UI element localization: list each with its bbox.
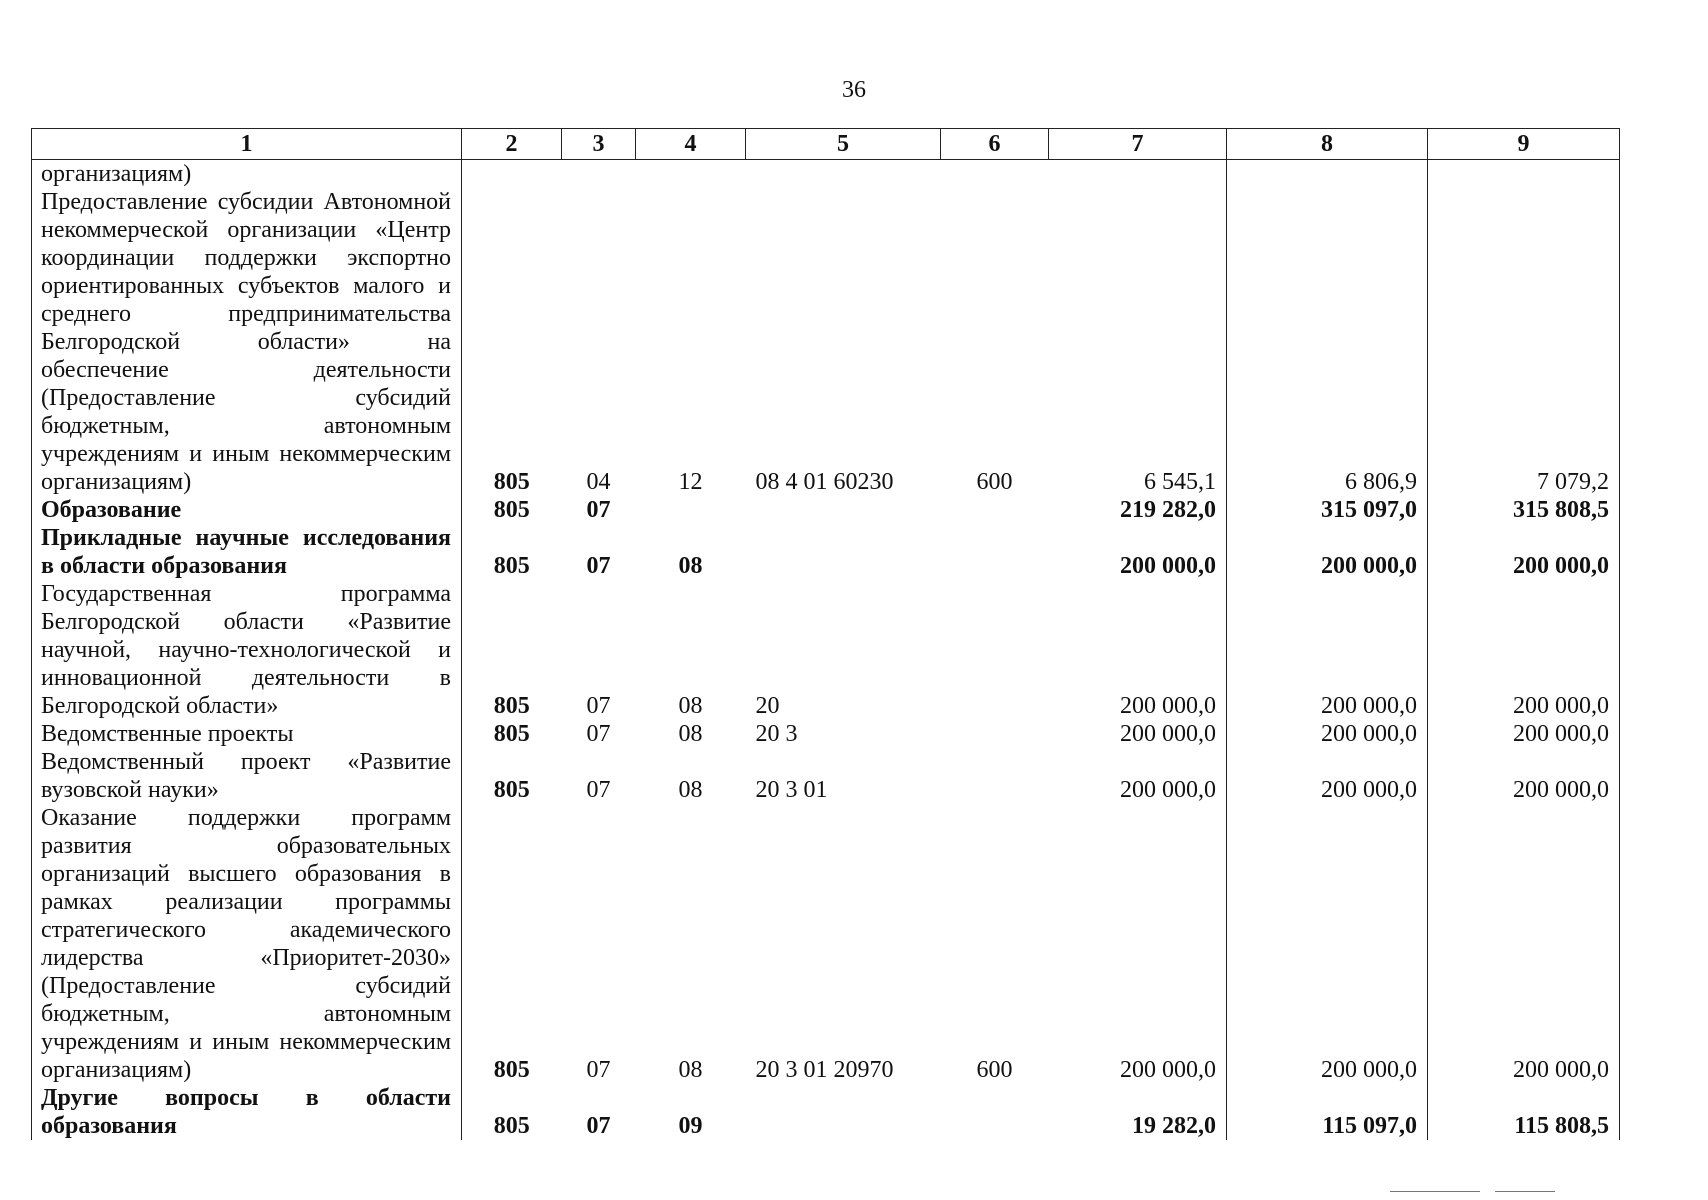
cell-c3: 07 [586,1057,611,1083]
row-description [32,524,462,580]
description-line: (Предоставление субсидий [41,385,451,411]
row-description [32,496,462,524]
cell-c2: 805 [462,524,562,580]
description-line: Прикладные научные исследования [41,525,451,551]
description-line: рамках реализации программы [41,889,451,915]
table-row [32,524,1620,580]
column-header-3: 3 [562,129,636,160]
table-row [32,1084,1620,1140]
cell-c9: 200 000,0 [1428,580,1620,720]
cell-c8: 200 000,0 [1227,580,1428,720]
table-row [32,580,1620,720]
cell-c7: 200 000,0 [1049,580,1227,720]
cell-c9: 115 808,5 [1428,1084,1620,1140]
description-line: образования [41,1113,177,1139]
cell-c7: 200 000,0 [1049,804,1227,1084]
row-description [32,1084,462,1140]
cell-c6 [941,1084,1049,1140]
description-line: организациям) [41,1057,192,1083]
cell-c4: 12 [678,469,703,495]
cell-c6 [941,496,1049,524]
description-line: организациям) [41,469,192,495]
cell-c4: 08 [678,777,703,803]
description-line: учреждениям и иным некоммерческим [41,441,451,467]
cell-c3: 07 [586,497,611,523]
description-line: координации поддержки экспортно [41,245,451,271]
cell-c9: 200 000,0 [1428,720,1620,748]
cell-c7: 219 282,0 [1049,496,1227,524]
table-row [32,160,1620,497]
description-line: инновационной деятельности в [41,665,451,691]
cell-c5 [746,524,941,580]
cell-c8: 200 000,0 [1227,804,1428,1084]
description-line: Другие вопросы в области [41,1085,451,1111]
cell-c2: 805 [462,748,562,804]
table-body [32,160,1620,1141]
cell-c3: 04 [586,469,611,495]
description-line: организаций высшего образования в [41,861,451,887]
description-line: стратегического академического [41,917,451,943]
cell-c8: 315 097,0 [1227,496,1428,524]
cell-c2: 805 [462,720,562,748]
cell-c4: 08 [678,721,703,747]
cell-c7: 6 545,1 [1049,160,1227,497]
cell-c2: 805 [462,580,562,720]
cell-c9: 315 808,5 [1428,496,1620,524]
cell-c6 [941,748,1049,804]
table-row [32,804,1620,1084]
column-header-6: 6 [941,129,1049,160]
description-line: (Предоставление субсидий [41,973,451,999]
cell-c2: 805 [462,804,562,1084]
description-line: Образование [41,497,182,523]
column-header-2: 2 [462,129,562,160]
description-line: в области образования [41,553,287,579]
cell-c2: 805 [462,160,562,497]
cell-c4 [636,496,746,524]
description-line: развития образовательных [41,833,451,859]
description-line: Предоставление субсидии Автономной [41,189,451,215]
description-line: Государственная программа [41,581,451,607]
cell-c6 [941,720,1049,748]
column-header-7: 7 [1049,129,1227,160]
cell-c8: 200 000,0 [1227,720,1428,748]
cell-c6: 600 [976,469,1013,495]
cell-c5: 20 3 01 [755,777,828,803]
table-row [32,748,1620,804]
cell-c6 [941,524,1049,580]
description-line: Белгородской области» [41,693,279,719]
cell-c7: 200 000,0 [1049,524,1227,580]
cell-c2: 805 [462,1084,562,1140]
description-line: ориентированных субъектов малого и [41,273,451,299]
column-header-8: 8 [1227,129,1428,160]
column-header-1: 1 [32,129,462,160]
description-line: некоммерческой организации «Центр [41,217,451,243]
cell-c2: 805 [462,496,562,524]
row-description [32,804,462,1084]
table-row [32,720,1620,748]
footer-rule [1495,1191,1555,1192]
description-line: бюджетным, автономным [41,413,451,439]
description-line: обеспечение деятельности [41,357,451,383]
description-line: Оказание поддержки программ [41,805,451,831]
cell-c4: 08 [678,553,703,579]
cell-c9: 7 079,2 [1428,160,1620,497]
cell-c7: 19 282,0 [1049,1084,1227,1140]
description-line: Ведомственные проекты [41,721,294,747]
footer-rule [1390,1191,1480,1192]
cell-c7: 200 000,0 [1049,720,1227,748]
description-line: бюджетным, автономным [41,1001,451,1027]
description-line: Белгородской области «Развитие [41,609,451,635]
description-line: лидерства «Приоритет-2030» [41,945,451,971]
cell-c9: 200 000,0 [1428,804,1620,1084]
cell-c8: 6 806,9 [1227,160,1428,497]
table-header-row [32,129,1620,160]
description-line: организациям) [41,161,192,187]
table-row [32,496,1620,524]
cell-c3: 07 [586,693,611,719]
cell-c9: 200 000,0 [1428,748,1620,804]
column-header-4: 4 [636,129,746,160]
description-line: Белгородской области» на [41,329,451,355]
cell-c5: 20 [755,693,780,719]
cell-c6: 600 [976,1057,1013,1083]
cell-c4: 08 [678,693,703,719]
description-line: Ведомственный проект «Развитие [41,749,451,775]
page-number: 36 [842,77,866,103]
cell-c4: 08 [678,1057,703,1083]
row-description [32,160,462,497]
description-line: вузовской науки» [41,777,219,803]
cell-c5: 08 4 01 60230 [755,469,894,495]
cell-c9: 200 000,0 [1428,524,1620,580]
cell-c3: 07 [586,777,611,803]
row-description [32,720,462,748]
cell-c5: 20 3 [755,721,798,747]
cell-c7: 200 000,0 [1049,748,1227,804]
cell-c5 [746,496,941,524]
description-line: научной, научно-технологической и [41,637,451,663]
column-header-9: 9 [1428,129,1620,160]
cell-c3: 07 [586,721,611,747]
description-line: среднего предпринимательства [41,301,451,327]
cell-c8: 115 097,0 [1227,1084,1428,1140]
cell-c3: 07 [586,1113,611,1139]
description-line: учреждениям и иным некоммерческим [41,1029,451,1055]
row-description [32,748,462,804]
cell-c6 [941,580,1049,720]
cell-c4: 09 [678,1113,703,1139]
cell-c5 [746,1084,941,1140]
cell-c5: 20 3 01 20970 [755,1057,894,1083]
budget-table [31,128,1620,1140]
cell-c8: 200 000,0 [1227,524,1428,580]
row-description [32,580,462,720]
column-header-5: 5 [746,129,941,160]
cell-c3: 07 [586,553,611,579]
cell-c8: 200 000,0 [1227,748,1428,804]
